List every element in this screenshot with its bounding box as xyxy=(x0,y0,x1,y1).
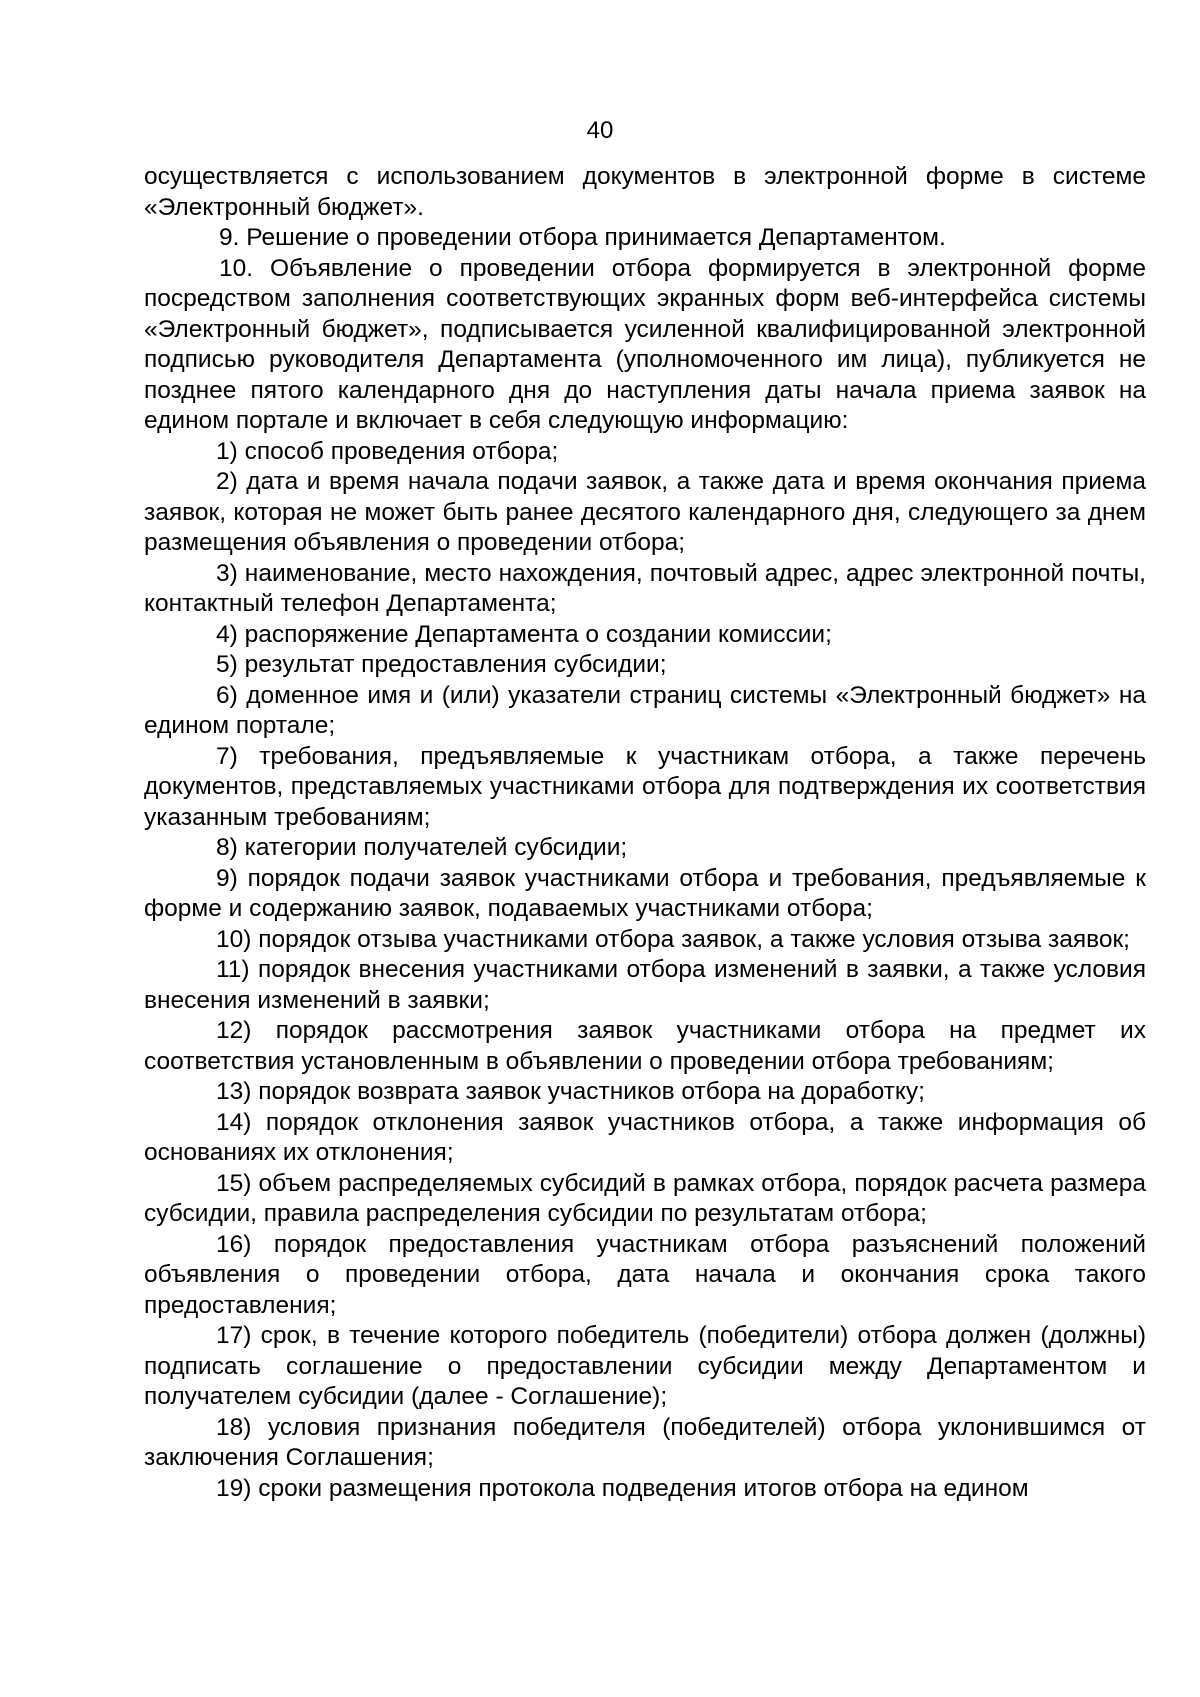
list-item-13: 13) порядок возврата заявок участников отбора на доработку; xyxy=(216,1078,925,1105)
list-item-1: 1) способ проведения отбора; xyxy=(216,437,559,465)
list-item-7: 7) требования, предъявляемые к участникам отбора, а также перечень документов, представляемых участниками отбора для подтверждения их соответствия указанным требованиям; xyxy=(144,742,1146,831)
list-item-3: 3) наименование, место нахождения, почтовый адрес, адрес электронной почты, контактный телефон Департамента; xyxy=(144,559,1146,617)
paragraph-clause-10: 10. Объявление о проведении отбора формируется в электронной форме посредством заполнения соответствующих экранных форм веб-интерфейса системы «Электронный бюджет», подписывается усиленной квалифицированной электронной подписью руководителя Департамента (уполномоченного им лица), публикуется не позднее пятого календарного дня до наступления даты начала приема заявок на едином портале и включает в себя следующую информацию: xyxy=(144,254,1146,434)
paragraph-continuation: осуществляется с использованием документов в электронной форме в системе «Электронный бюджет». xyxy=(144,163,1146,221)
list-item-9: 9) порядок подачи заявок участниками отбора и требования, предъявляемые к форме и содержанию заявок, подаваемых участниками отбора; xyxy=(144,864,1146,922)
list-item-8: 8) категории получателей субсидии; xyxy=(216,834,628,861)
list-item-10: 10) порядок отзыва участниками отбора заявок, а также условия отзыва заявок; xyxy=(216,925,1130,953)
list-item-12: 12) порядок рассмотрения заявок участниками отбора на предмет их соответствия установленным в объявлении о проведении отбора требованиям; xyxy=(144,1017,1146,1075)
list-item-5: 5) результат предоставления субсидии; xyxy=(216,651,667,678)
list-item-4: 4) распоряжение Департамента о создании комиссии; xyxy=(216,620,832,648)
page-number: 40 xyxy=(586,117,614,144)
list-item-15: 15) объем распределяемых субсидий в рамках отбора, порядок расчета размера субсидии, правила распределения субсидии по результатам отбора; xyxy=(144,1169,1146,1227)
list-item-6: 6) доменное имя и (или) указатели страниц системы «Электронный бюджет» на едином портале; xyxy=(144,681,1146,739)
list-item-2: 2) дата и время начала подачи заявок, а также дата и время окончания приема заявок, которая не может быть ранее десятого календарного дня, следующего за днем размещения объявления о проведении отбора; xyxy=(144,468,1146,556)
paragraph-clause-9: 9. Решение о проведении отбора принимается Департаментом. xyxy=(219,224,946,251)
list-item-11: 11) порядок внесения участниками отбора изменений в заявки, а также условия внесения изменений в заявки; xyxy=(144,956,1146,1014)
list-item-17: 17) срок, в течение которого победитель (победители) отбора должен (должны) подписать соглашение о предоставлении субсидии между Департаментом и получателем субсидии (далее - Соглашение); xyxy=(144,1322,1146,1410)
document-body xyxy=(144,162,1146,1504)
list-item-19: 19) сроки размещения протокола подведения итогов отбора на едином xyxy=(216,1474,1029,1502)
list-item-16: 16) порядок предоставления участникам отбора разъяснений положений объявления о проведении отбора, дата начала и окончания срока такого предоставления; xyxy=(144,1230,1146,1319)
list-item-18: 18) условия признания победителя (победителей) отбора уклонившимся от заключения Соглашения; xyxy=(144,1413,1146,1471)
list-item-14: 14) порядок отклонения заявок участников отбора, а также информация об основаниях их отклонения; xyxy=(144,1108,1146,1166)
